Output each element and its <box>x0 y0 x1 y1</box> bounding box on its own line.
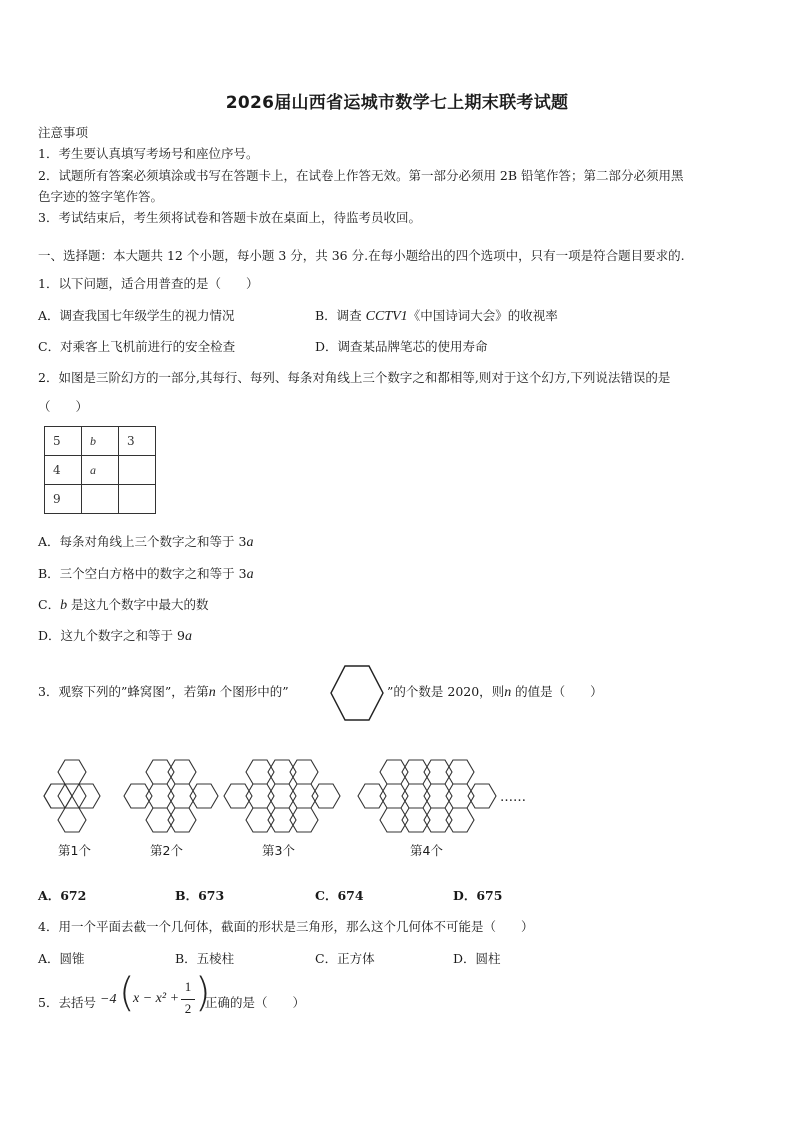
q4-stem: 4．用一个平面去截一个几何体，截面的形状是三角形，那么这个几何体不可能是（ ） <box>38 919 534 934</box>
notice-heading: 注意事项 <box>38 125 89 140</box>
q1-option-a: A．调查我国七年级学生的视力情况 <box>38 308 235 323</box>
notice-item-3: 3．考试结束后，考生须将试卷和答题卡放在桌面上，待监考员收回。 <box>38 210 421 225</box>
q2-option-b: B．三个空白方格中的数字之和等于 3a <box>38 566 254 582</box>
figure-label-4: 第4个 <box>410 843 443 858</box>
honeycomb-figure-3 <box>224 760 340 832</box>
page-title: 2026届山西省运城市数学七上期末联考试题 <box>225 93 569 113</box>
q5-fraction-denominator: 2 <box>184 1001 192 1016</box>
q4-option-a: A．圆锥 <box>38 951 85 966</box>
q3-stem-part1: 3．观察下列的”蜂窝图”，若第n 个图形中的” <box>38 684 289 700</box>
q3-option-d: D．675 <box>453 888 503 903</box>
notice-item-2-cont: 色字迹的签字笔作答。 <box>38 189 164 204</box>
q5-stem-prefix: 5．去括号 <box>38 995 96 1010</box>
grid-cell: a <box>82 456 119 485</box>
q4-option-d: D．圆柱 <box>453 951 501 966</box>
q5-stem-suffix: 正确的是（ ） <box>205 995 306 1010</box>
q5-coefficient: −4 <box>100 992 117 1007</box>
section-heading: 一、选择题：本大题共 12 个小题，每小题 3 分，共 36 分.在每小题给出的四个选项中，只有一项是符合题目要求的. <box>38 248 685 263</box>
grid-cell: b <box>82 427 119 456</box>
q1-option-d: D．调查某品牌笔芯的使用寿命 <box>315 339 488 354</box>
grid-cell: 5 <box>45 427 82 456</box>
honeycomb-figure-2 <box>124 760 218 832</box>
q1-stem: 1．以下问题，适合用普查的是（ ） <box>38 276 259 291</box>
notice-item-2: 2．试题所有答案必须填涂或书写在答题卡上，在试卷上作答无效。第一部分必须用 2B 铅笔作答；第二部分必须用黑 <box>38 168 684 183</box>
figure-label-3: 第3个 <box>262 843 295 858</box>
q3-stem-part2: ”的个数是 2020，则n 的值是（ ） <box>387 684 603 700</box>
grid-cell <box>119 456 156 485</box>
fraction-bar <box>181 999 195 1000</box>
q1-option-b: B．调查 CCTV1《中国诗词大会》的收视率 <box>315 308 558 324</box>
q2-option-c: C．b 是这九个数字中最大的数 <box>38 597 209 613</box>
q5-fraction-numerator: 1 <box>184 979 192 994</box>
q3-option-b: B．673 <box>175 888 225 903</box>
honeycomb-figure-4 <box>358 760 496 832</box>
q5-expr-body: x − x² + <box>133 991 180 1006</box>
grid-cell: 4 <box>45 456 82 485</box>
grid-cell <box>82 485 119 514</box>
q2-paren: （ ） <box>38 399 89 414</box>
q4-option-c: C．正方体 <box>315 951 375 966</box>
q2-option-d: D．这九个数字之和等于 9a <box>38 628 192 644</box>
figure-label-2: 第2个 <box>150 843 183 858</box>
grid-cell: 3 <box>119 427 156 456</box>
honeycomb-ellipsis: …… <box>500 790 526 805</box>
grid-cell: 9 <box>45 485 82 514</box>
q3-option-c: C．674 <box>315 888 364 903</box>
grid-cell <box>119 485 156 514</box>
q3-option-a: A．672 <box>38 888 87 903</box>
honeycomb-figure-1 <box>44 760 100 832</box>
q2-option-a: A．每条对角线上三个数字之和等于 3a <box>38 534 254 550</box>
notice-item-1: 1．考生要认真填写考场号和座位序号。 <box>38 146 259 161</box>
left-paren-icon: ( <box>119 970 135 1016</box>
right-paren-icon: ) <box>195 970 211 1016</box>
q1-option-c: C．对乘客上飞机前进行的安全检查 <box>38 339 236 354</box>
magic-square-grid <box>44 426 156 514</box>
q4-option-b: B．五棱柱 <box>175 951 235 966</box>
hexagon-icon <box>328 664 386 722</box>
figure-label-1: 第1个 <box>58 843 91 858</box>
q2-stem: 2．如图是三阶幻方的一部分,其每行、每列、每条对角线上三个数字之和都相等,则对于这个幻方,下列说法错误的是 <box>38 370 671 385</box>
